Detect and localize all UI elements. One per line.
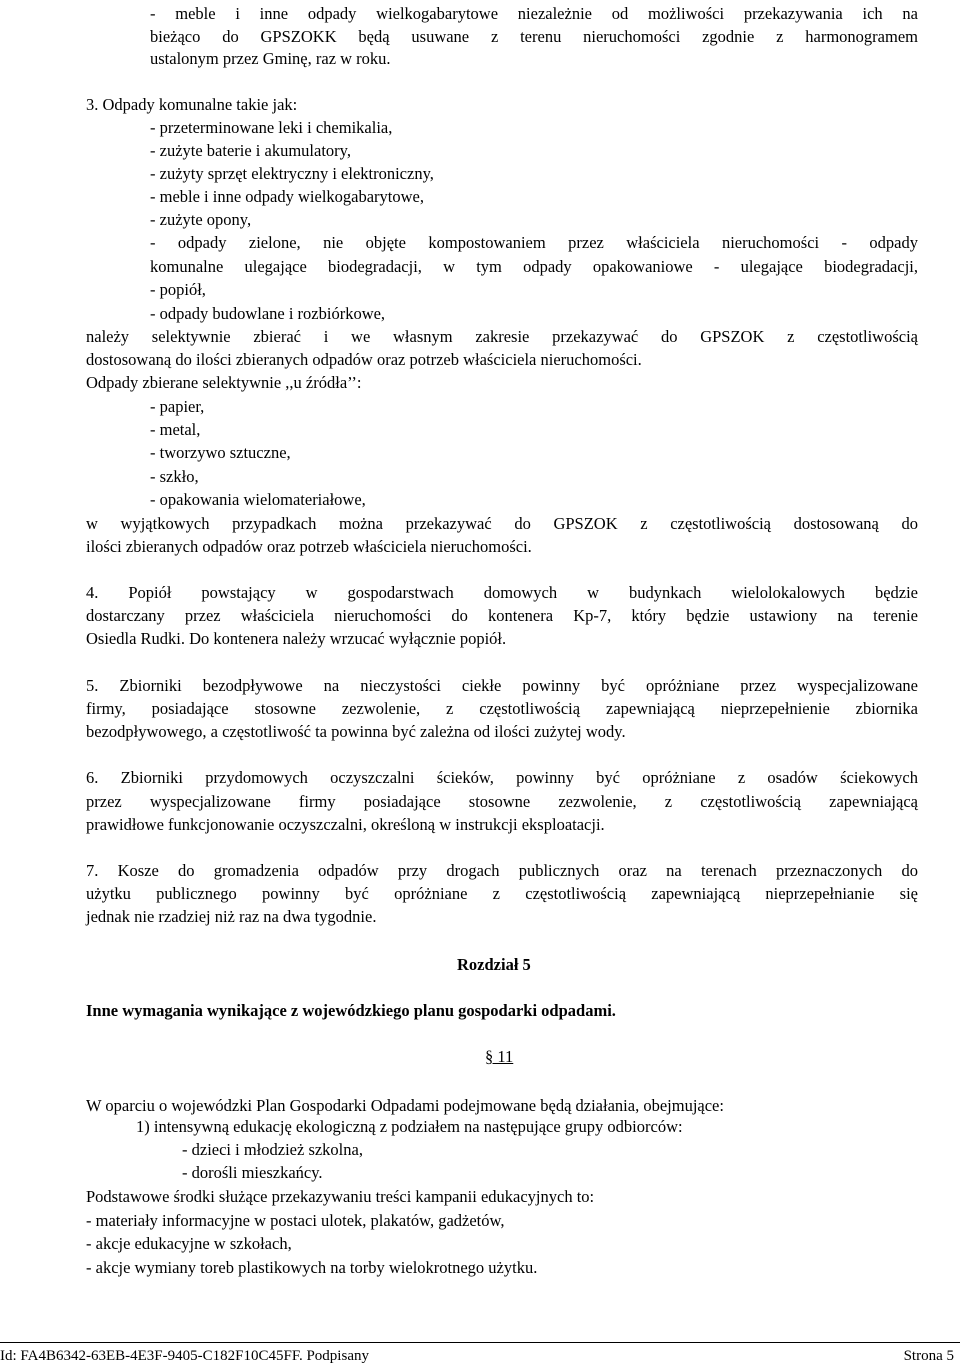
text-line: Odpady zbierane selektywnie ,,u źródła’’: (86, 373, 362, 392)
text-line: - papier, (150, 397, 205, 416)
text-line: - zużyte baterie i akumulatory, (150, 141, 351, 160)
text-line: - materiały informacyjne w postaci ulotek, plakatów, gadżetów, (86, 1211, 505, 1230)
text-line: - przeterminowane leki i chemikalia, (150, 118, 393, 137)
text-line: Inne wymagania wynikające z wojewódzkiego planu gospodarki odpadami. (86, 1001, 616, 1020)
text-line: - popiół, (150, 280, 206, 299)
text-line: należy selektywnie zbierać i we własnym zakresie przekazywać do GPSZOK z częstotliwością (86, 327, 918, 346)
text-line: przez wyspecjalizowane firmy posiadające stosowne zezwolenie, z częstotliwością zapewniającą (86, 792, 918, 811)
text-line: - szkło, (150, 467, 199, 486)
text-line: - akcje edukacyjne w szkołach, (86, 1234, 292, 1253)
text-line: ilości zbieranych odpadów oraz potrzeb właściciela nieruchomości. (86, 537, 532, 556)
text-line: 3. Odpady komunalne takie jak: (86, 95, 298, 114)
text-line: jednak nie rzadziej niż raz na dwa tygodnie. (86, 907, 377, 926)
text-line: Osiedla Rudki. Do kontenera należy wrzucać wyłącznie popiół. (86, 629, 507, 648)
text-line: 5. Zbiorniki bezodpływowe na nieczystości ciekłe powinny być opróżniane przez wyspecjalizowane (86, 676, 918, 695)
text-line: - dzieci i młodzież szkolna, (182, 1140, 363, 1159)
text-line: komunalne ulegające biodegradacji, w tym odpady opakowaniowe - ulegające biodegradacji, (150, 257, 918, 276)
text-line: Rozdział 5 (457, 955, 531, 974)
footer-divider (0, 1342, 960, 1343)
text-line: § 11 (485, 1047, 514, 1066)
text-line: 4. Popiół powstający w gospodarstwach domowych w budynkach wielolokalowych będzie (86, 583, 918, 602)
text-line: firmy, posiadające stosowne zezwolenie, z częstotliwością zapewniającą nieprzepełnienie zbiornika (86, 699, 918, 718)
text-line: bezodpływowego, a częstotliwość ta powinna być zależna od ilości zużytej wody. (86, 722, 626, 741)
text-line: - akcje wymiany toreb plastikowych na torby wielokrotnego użytku. (86, 1258, 538, 1277)
text-line: - meble i inne odpady wielkogabarytowe niezależnie od możliwości przekazywania ich na (150, 4, 918, 23)
text-line: dostarczany przez właściciela nieruchomości do kontenera Kp-7, który będzie ustawiony na terenie (86, 606, 918, 625)
text-line: - odpady zielone, nie objęte kompostowaniem przez właściciela nieruchomości - odpady (150, 233, 918, 252)
text-line: - meble i inne odpady wielkogabarytowe, (150, 187, 424, 206)
text-line: - tworzywo sztuczne, (150, 443, 291, 462)
text-line: W oparciu o wojewódzki Plan Gospodarki Odpadami podejmowane będą działania, obejmujące: (86, 1096, 724, 1115)
text-line: prawidłowe funkcjonowanie oczyszczalni, określoną w instrukcji eksploatacji. (86, 815, 605, 834)
text-line: - dorośli mieszkańcy. (182, 1163, 323, 1182)
text-line: - zużyty sprzęt elektryczny i elektroniczny, (150, 164, 434, 183)
text-line: - metal, (150, 420, 201, 439)
text-line: 7. Kosze do gromadzenia odpadów przy drogach publicznych oraz na terenach przeznaczonych do (86, 861, 918, 880)
text-line: - odpady budowlane i rozbiórkowe, (150, 304, 386, 323)
text-line: dostosowaną do ilości zbieranych odpadów oraz potrzeb właściciela nieruchomości. (86, 350, 642, 369)
text-line: 1) intensywną edukację ekologiczną z podziałem na następujące grupy odbiorców: (136, 1117, 683, 1136)
text-line: w wyjątkowych przypadkach można przekazywać do GPSZOK z częstotliwością dostosowaną do (86, 514, 918, 533)
text-line: Podstawowe środki służące przekazywaniu treści kampanii edukacyjnych to: (86, 1187, 595, 1206)
text-line: 6. Zbiorniki przydomowych oczyszczalni ścieków, powinny być opróżniane z osadów ściekowych (86, 768, 918, 787)
text-line: ustalonym przez Gminę, raz w roku. (150, 49, 391, 68)
footer-document-id: Id: FA4B6342-63EB-4E3F-9405-C182F10C45FF. Podpisany (0, 1348, 369, 1364)
footer-page-number: Strona 5 (903, 1348, 954, 1364)
text-line: bieżąco do GPSZOKK będą usuwane z terenu nieruchomości zgodnie z harmonogramem (150, 27, 918, 46)
text-line: - opakowania wielomateriałowe, (150, 490, 366, 509)
text-line: - zużyte opony, (150, 210, 252, 229)
text-line: użytku publicznego powinny być opróżniane z częstotliwością zapewniającą nieprzepełnianie się (86, 884, 918, 903)
